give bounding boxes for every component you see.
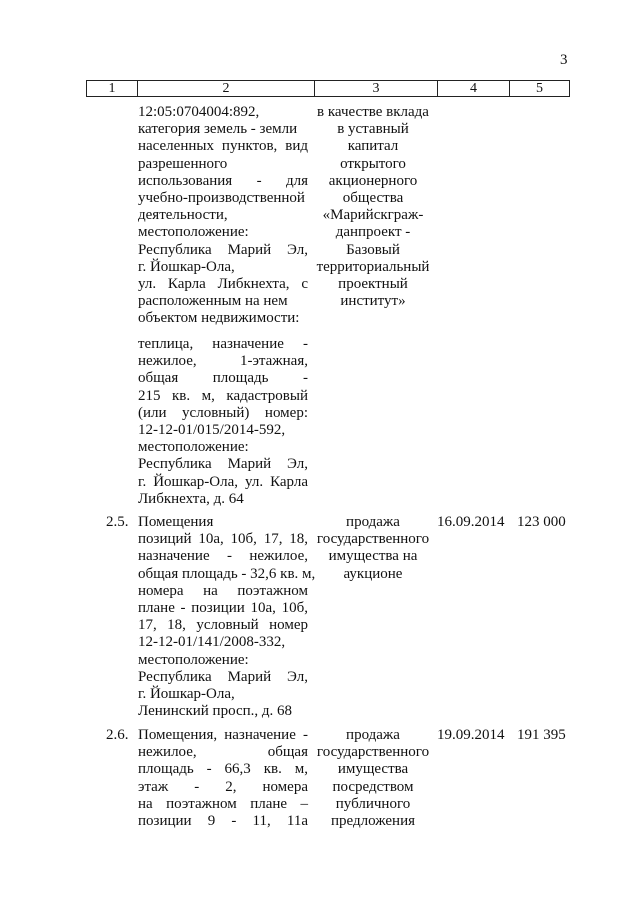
description-line: Республика Марий Эл, (138, 668, 308, 685)
description-line: Ленинский просп., д. 68 (138, 703, 293, 720)
row-continued-description (138, 104, 308, 328)
method-line: имущества (337, 761, 409, 778)
row-method (312, 727, 434, 830)
description-line: плане - позиции 10а, 10б, (138, 600, 308, 617)
description-line: нежилое, общая (138, 744, 308, 761)
row-method (312, 514, 434, 583)
row-number: 2.6. (106, 727, 129, 743)
description-line: местоположение: (138, 439, 249, 456)
method-line: публичного (335, 795, 411, 812)
method-line: в уставный (337, 121, 409, 138)
description-line: г. Йошкар-Ола, (138, 686, 235, 703)
description-line: объектом недвижимости: (138, 310, 300, 327)
description-line: Либкнехта, д. 64 (138, 490, 244, 507)
description-line: Республика Марий Эл, (138, 241, 308, 258)
description-line: номера на поэтажном (138, 582, 308, 599)
description-line: 12:05:0704004:892, (138, 104, 260, 120)
row-continued-description-2 (138, 336, 308, 508)
description-line: Помещения (138, 514, 214, 530)
table-header-row (86, 80, 570, 97)
description-line: этаж - 2, номера (138, 778, 308, 795)
description-line: 12-12-01/141/2008-332, (138, 634, 286, 651)
row-price: 123 000 (517, 514, 566, 530)
description-line: площадь - 66,3 кв. м, (138, 761, 308, 778)
row-date: 16.09.2014 (437, 514, 505, 530)
method-line: открытого (340, 155, 406, 172)
description-line: категория земель - земли (138, 121, 298, 138)
description-line: разрешенного (138, 155, 228, 172)
header-col-2: 2 (222, 81, 230, 96)
method-line: посредством (332, 778, 414, 795)
header-col-1: 1 (108, 81, 116, 96)
method-line: предложения (330, 813, 415, 830)
description-line: общая площадь - 32,6 кв. м, (138, 565, 316, 582)
row-continued-method (312, 104, 434, 310)
description-line: населенных пунктов, вид (138, 138, 308, 155)
description-line: г. Йошкар-Ола, (138, 258, 235, 275)
header-col-5: 5 (536, 81, 543, 96)
header-col-3: 3 (372, 81, 380, 96)
description-line: Помещения, назначение - (138, 727, 308, 743)
method-line: общества (342, 190, 404, 207)
description-line: использования - для (138, 172, 308, 189)
method-line: государственного (316, 744, 430, 761)
row-description (138, 727, 308, 830)
method-line: аукционе (343, 565, 403, 582)
description-line: (или условный) номер: (138, 404, 308, 421)
method-line: проектный (338, 276, 408, 293)
method-line: государственного (316, 531, 430, 548)
method-line: капитал (347, 138, 399, 155)
description-line: нежилое, 1-этажная, (138, 353, 308, 370)
method-line: «Марийскграж- (322, 207, 424, 224)
header-col-4: 4 (470, 81, 477, 96)
description-line: Республика Марий Эл, (138, 456, 308, 473)
description-line: деятельности, (138, 207, 228, 224)
method-line: имущества на (328, 548, 418, 565)
method-line: территориальный (316, 258, 430, 275)
row-date: 19.09.2014 (437, 727, 505, 743)
description-line: теплица, назначение - (138, 336, 308, 352)
description-line: местоположение: (138, 651, 249, 668)
description-line: назначение - нежилое, (138, 548, 308, 565)
method-line: данпроект - (335, 224, 411, 241)
method-line: продажа (346, 727, 400, 743)
row-description (138, 514, 316, 720)
description-line: 12-12-01/015/2014-592, (138, 422, 286, 439)
method-line: акционерного (328, 172, 418, 189)
description-line: позиции 9 - 11, 11а (138, 813, 308, 830)
description-line: общая площадь - (138, 370, 308, 387)
row-number: 2.5. (106, 514, 129, 530)
page-number: 3 (560, 52, 568, 68)
description-line: на поэтажном плане – (138, 795, 308, 812)
method-line: Базовый (346, 241, 400, 258)
row-price: 191 395 (517, 727, 566, 743)
description-line: расположенным на нем (138, 293, 288, 310)
description-line: ул. Карла Либкнехта, с (138, 276, 308, 293)
description-line: г. Йошкар-Ола, ул. Карла (138, 473, 308, 490)
description-line: 215 кв. м, кадастровый (138, 387, 308, 404)
description-line: местоположение: (138, 224, 249, 241)
description-line: учебно-производственной (138, 190, 305, 207)
description-line: 17, 18, условный номер (138, 617, 308, 634)
method-line: продажа (346, 514, 400, 530)
method-line: институт» (340, 293, 406, 310)
description-line: позиций 10а, 10б, 17, 18, (138, 531, 308, 548)
method-line: в качестве вклада (317, 104, 429, 120)
